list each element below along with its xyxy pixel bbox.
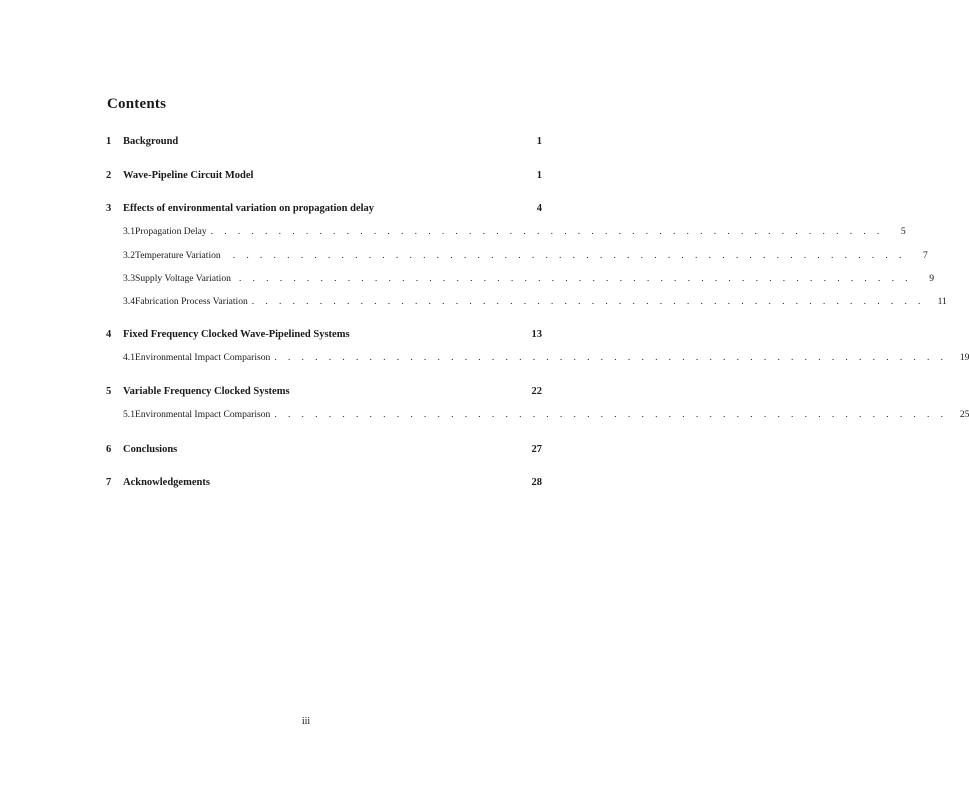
toc-section-3[interactable] <box>106 203 542 214</box>
subsection-title: Temperature Variation <box>135 250 221 261</box>
toc-section-1[interactable] <box>106 136 542 147</box>
toc-subsection-3-4[interactable] <box>123 296 947 307</box>
toc-section-5[interactable] <box>106 386 542 397</box>
section-title: Acknowledgements <box>123 477 210 488</box>
page-number: 5 <box>900 226 906 237</box>
subsection-number: 3.2 <box>123 250 135 261</box>
subsection-title: Propagation Delay <box>135 226 207 237</box>
subsection-title: Fabrication Process Variation <box>135 296 248 307</box>
page-title: Contents <box>107 96 167 112</box>
dot-leader: . . . . . . . . . . . . . . . . . . . . . . . . . . . . . . . . . . . . . . . . . . . . . . . . . . <box>238 273 912 284</box>
subsection-number: 4.1 <box>123 352 135 363</box>
section-number: 5 <box>106 386 112 397</box>
page-number: 28 <box>531 477 542 488</box>
toc-subsection-3-2[interactable] <box>123 250 928 261</box>
toc-section-2[interactable] <box>106 170 542 181</box>
section-title: Variable Frequency Clocked Systems <box>123 386 290 397</box>
page-number: 25 <box>959 409 969 420</box>
subsection-number: 5.1 <box>123 409 135 420</box>
section-title: Background <box>123 136 179 147</box>
page-number: 1 <box>536 170 542 181</box>
section-number: 2 <box>106 170 112 181</box>
dot-leader: . . . . . . . . . . . . . . . . . . . . . . . . . . . . . . . . . . . . . . . . . . . . . . . . . . <box>232 250 906 261</box>
subsection-number: 3.4 <box>123 296 135 307</box>
toc-section-4[interactable] <box>106 329 542 340</box>
toc-subsection-5-1[interactable] <box>123 409 969 420</box>
section-number: 3 <box>106 203 112 214</box>
toc-section-6[interactable] <box>106 444 542 455</box>
section-title: Conclusions <box>123 444 178 455</box>
section-number: 4 <box>106 329 112 340</box>
subsection-title: Environmental Impact Comparison <box>135 352 271 363</box>
section-number: 1 <box>106 136 112 147</box>
page-number: 9 <box>929 273 934 284</box>
page-number: 13 <box>531 329 542 340</box>
subsection-number: 3.1 <box>123 226 135 237</box>
toc-section-7[interactable] <box>106 477 542 488</box>
section-number: 6 <box>106 444 112 455</box>
subsection-number: 3.3 <box>123 273 135 284</box>
page-number: 19 <box>959 352 969 363</box>
toc-subsection-3-1[interactable] <box>123 226 906 237</box>
section-title: Wave-Pipeline Circuit Model <box>123 170 254 181</box>
dot-leader: . . . . . . . . . . . . . . . . . . . . . . . . . . . . . . . . . . . . . . . . . . . . . . . . . . <box>274 409 948 420</box>
page-number: 22 <box>531 386 542 397</box>
dot-leader: . . . . . . . . . . . . . . . . . . . . . . . . . . . . . . . . . . . . . . . . . . . . . . . . . . <box>274 352 948 363</box>
subsection-title: Environmental Impact Comparison <box>135 409 271 420</box>
page-number: 7 <box>922 250 928 261</box>
toc-subsection-3-3[interactable] <box>123 273 934 284</box>
footer-page-number: iii <box>301 716 311 727</box>
toc-subsection-4-1[interactable] <box>123 352 969 363</box>
page-number: 27 <box>531 444 542 455</box>
section-title: Effects of environmental variation on propagation delay <box>123 203 375 214</box>
section-title: Fixed Frequency Clocked Wave-Pipelined Systems <box>123 329 350 340</box>
section-number: 7 <box>106 477 112 488</box>
page-number: 11 <box>937 296 947 307</box>
dot-leader: . . . . . . . . . . . . . . . . . . . . . . . . . . . . . . . . . . . . . . . . . . . . . . . . . . <box>251 296 925 307</box>
page-number: 4 <box>536 203 542 214</box>
dot-leader: . . . . . . . . . . . . . . . . . . . . . . . . . . . . . . . . . . . . . . . . . . . . . . . . . . <box>210 226 884 237</box>
page-number: 1 <box>536 136 542 147</box>
subsection-title: Supply Voltage Variation <box>135 273 231 284</box>
